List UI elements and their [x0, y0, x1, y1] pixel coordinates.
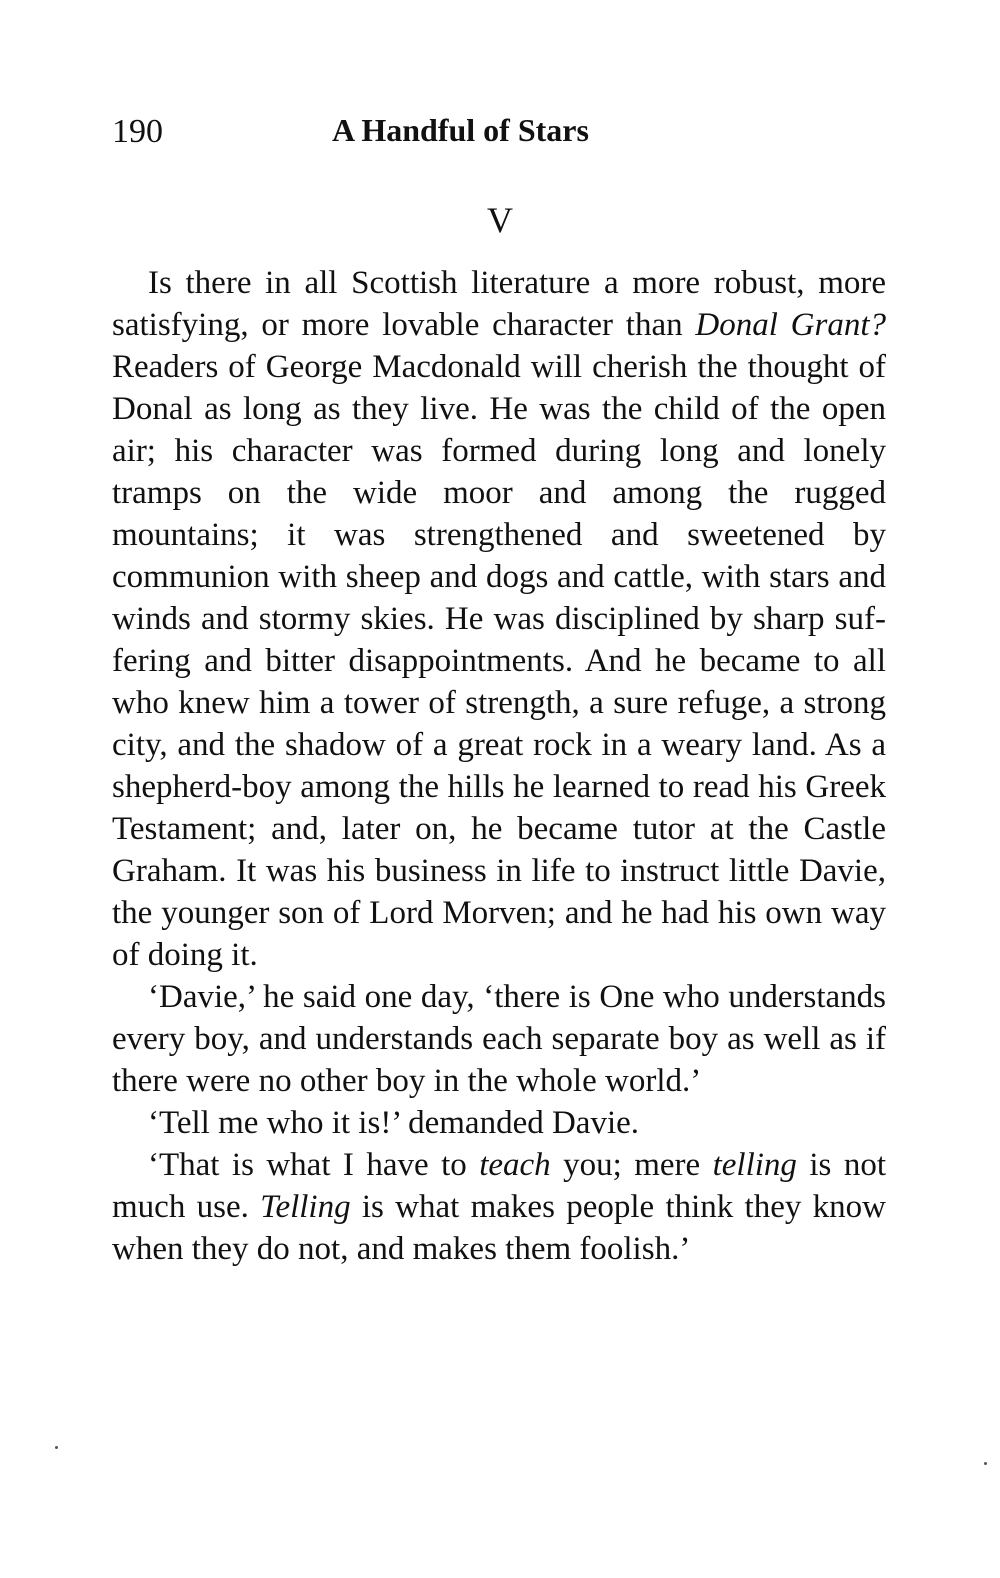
paragraph — [112, 1102, 886, 1144]
text-segment: Is there in all Scottish literature a more robust, more satisfying, or more lovable character than — [112, 265, 886, 343]
running-title: A Handful of Stars — [332, 112, 589, 148]
text-segment: ‘Davie,’ he said one day, ‘there is One who understands every boy, and understands each separate boy as well as if there were no other boy in the whole world.’ — [112, 979, 886, 1099]
paragraph — [112, 1144, 886, 1270]
scan-speck — [55, 1446, 58, 1449]
text-segment: is what makes people think they know when they do not, and makes them foolish.’ — [112, 1189, 886, 1267]
text-segment-italic: Telling — [260, 1189, 351, 1225]
paragraph — [112, 976, 886, 1102]
text-segment: ‘Tell me who it is!’ demanded Davie. — [148, 1105, 640, 1141]
text-segment: Readers of George Macdonald will cherish the thought of Donal as long as they live. He was the child of the open air; his character was formed during long and lonely tramps on the wide moor and among the rugged mountains; it was strengthened and sweetened by communion with sheep and dogs and cattle, with stars and winds and stormy skies. He was disciplined by sharp suffering and bitter disappointments. And he became to all who knew him a tower of strength, a sure refuge, a strong city, and the shadow of a great rock in a weary land. As a shepherd-boy among the hills he learned to read his Greek Testament; and, later on, he became tutor at the Castle Graham. It was his business in life to instruct little Davie, the younger son of Lord Morven; and he had his own way of doing it. — [112, 349, 886, 973]
page-number: 190 — [112, 113, 163, 150]
paragraph — [112, 262, 886, 976]
text-segment-italic: teach — [479, 1147, 551, 1183]
text-segment-italic: Donal Grant? — [695, 307, 886, 343]
text-segment: ‘That is what I have to — [148, 1147, 480, 1183]
scan-speck — [984, 1462, 987, 1465]
text-segment: is not much use. — [112, 1147, 886, 1225]
text-segment: you; mere — [550, 1147, 713, 1183]
body-text — [112, 262, 886, 1270]
section-numeral: V — [487, 200, 513, 240]
text-segment-italic: telling — [712, 1147, 797, 1183]
